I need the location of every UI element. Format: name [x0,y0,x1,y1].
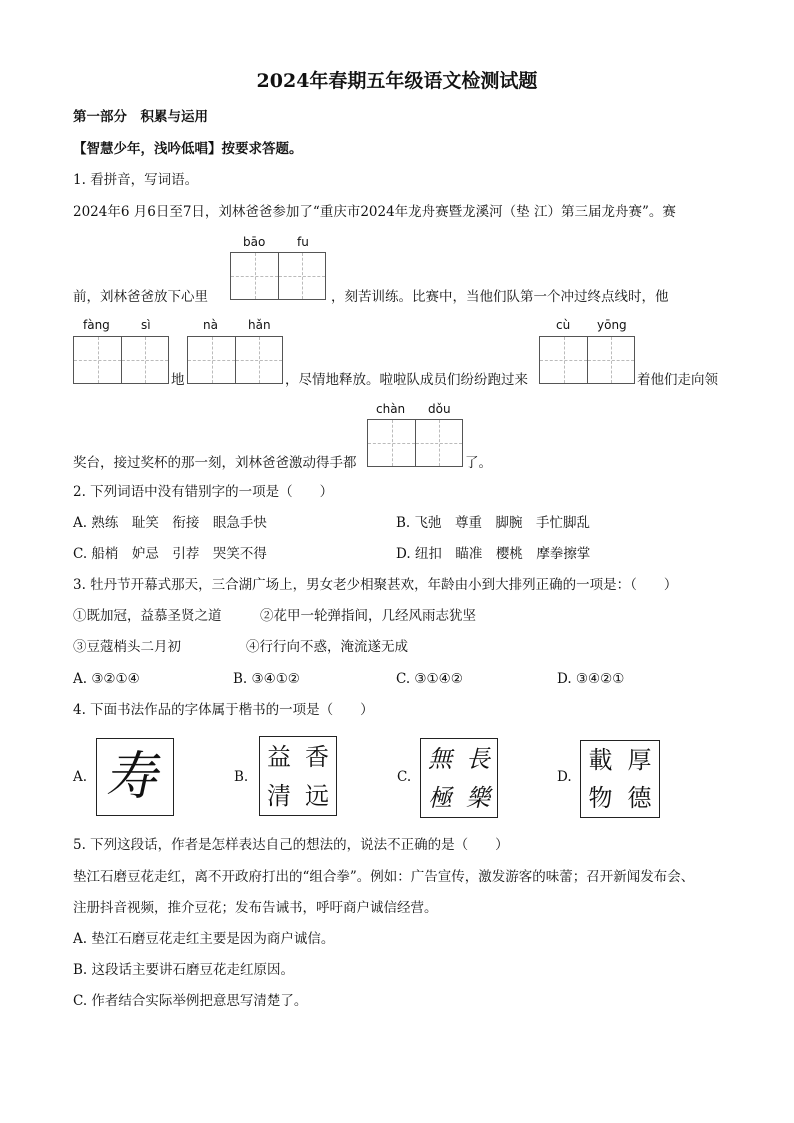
calligraphy-b-image[interactable] [259,736,337,816]
calligraphy-a-image[interactable] [96,738,174,816]
answer-grid-nahan[interactable] [187,336,283,384]
calligraphy-d-char: 厚 [627,746,652,774]
answer-grid-baofu[interactable] [230,252,326,300]
q3-option-c[interactable]: C. ③①④② [396,671,463,687]
pinyin-na: nà [203,318,218,332]
q2-option-b[interactable]: B. 飞弛 尊重 脚腕 手忙脚乱 [396,515,591,531]
q3-item-3: ③豆蔻梢头二月初 [73,639,181,655]
q1-line1: 2024年6 月6日至7日，刘林爸爸参加了“重庆市2024年龙舟赛暨龙溪河（垫 江）第三届龙舟赛”。赛 [73,204,676,220]
pinyin-chan: chàn [376,402,406,416]
pinyin-si: sì [141,318,151,332]
calligraphy-c-char: 極 [428,783,452,812]
calligraphy-b-char: 香 [305,742,329,771]
section-heading: 【智慧少年，浅吟低唱】按要求答题。 [73,141,303,157]
q1-stem: 1. 看拼音，写词语。 [73,172,199,188]
calligraphy-d-char: 德 [627,784,652,812]
pinyin-bao: bāo [243,235,266,249]
page-title: 2024年春期五年级语文检测试题 [256,70,538,92]
q1-line3c: 着他们走向领 [637,372,718,388]
q3-option-a[interactable]: A. ③②①④ [73,671,140,687]
q3-option-b[interactable]: B. ③④①② [233,671,300,687]
q1-line4a: 奖台，接过奖杯的那一刻，刘林爸爸激动得手都 [73,455,357,471]
calligraphy-b-char: 远 [305,781,329,810]
q3-item-4: ④行行向不惑，淹流遂无成 [246,639,408,655]
pinyin-han: hǎn [248,318,271,332]
q1-line3b: ，尽情地释放。啦啦队成员们纷纷跑过来 [285,372,528,388]
q4-label-b[interactable]: B. [234,769,249,785]
grid-cell[interactable] [539,336,587,384]
pinyin-yong: yōng [597,318,627,332]
q5-option-c[interactable]: C. 作者结合实际举例把意思写清楚了。 [73,993,308,1009]
calligraphy-d-image[interactable] [580,740,660,818]
q4-label-c[interactable]: C. [397,769,412,785]
pinyin-fu: fu [297,235,309,249]
q2-option-d[interactable]: D. 纽扣 瞄准 樱桃 摩拳擦掌 [396,546,591,562]
q3-item-1: ①既加冠，益慕圣贤之道 [73,608,222,624]
q2-stem: 2. 下列词语中没有错别字的一项是（ ） [73,484,334,500]
calligraphy-d-char: 物 [588,784,613,812]
calligraphy-b-char: 清 [267,781,291,810]
grid-cell[interactable] [367,419,415,467]
q1-line4b: 了。 [465,455,492,471]
pinyin-cu: cù [556,318,571,332]
answer-grid-chandou[interactable] [367,419,463,467]
q3-item-2: ②花甲一轮弹指间，几经风雨志犹坚 [260,608,476,624]
q3-stem: 3. 牡丹节开幕式那天，三合湖广场上，男女老少相聚甚欢，年龄由小到大排列正确的一项是：（ ） [73,577,678,593]
q1-line2b: ，刻苦训练。比赛中，当他们队第一个冲过终点线时，他 [331,289,669,305]
q4-stem: 4. 下面书法作品的字体属于楷书的一项是（ ） [73,702,374,718]
calligraphy-d-char: 載 [588,746,613,774]
grid-cell[interactable] [121,336,169,384]
q2-option-a[interactable]: A. 熟练 耻笑 衔接 眼急手快 [73,515,267,531]
calligraphy-a-char: 寿 [102,747,168,807]
calligraphy-c-char: 長 [466,744,490,773]
pinyin-fang: fàng [83,318,110,332]
calligraphy-b-char: 益 [267,742,291,771]
grid-cell[interactable] [415,419,463,467]
q1-line2a: 前，刘林爸爸放下心里 [73,289,208,305]
grid-cell[interactable] [278,252,326,300]
q4-label-d[interactable]: D. [557,769,572,785]
calligraphy-c-image[interactable] [420,738,498,818]
q4-label-a[interactable]: A. [73,769,88,785]
answer-grid-fangsi[interactable] [73,336,169,384]
part-heading: 第一部分 积累与运用 [73,109,208,125]
q2-option-c[interactable]: C. 船梢 妒忌 引荐 哭笑不得 [73,546,267,562]
q5-para-1: 垫江石磨豆花走红，离不开政府打出的“组合拳”。例如：广告宣传，激发游客的味蕾；召开新闻发布会、 [73,869,695,885]
grid-cell[interactable] [187,336,235,384]
q1-line3a: 地 [171,372,185,388]
q5-option-b[interactable]: B. 这段话主要讲石磨豆花走红原因。 [73,962,295,978]
q3-option-d[interactable]: D. ③④②① [557,671,625,687]
grid-cell[interactable] [235,336,283,384]
grid-cell[interactable] [230,252,278,300]
pinyin-dou: dǒu [428,402,451,416]
grid-cell[interactable] [587,336,635,384]
grid-cell[interactable] [73,336,121,384]
calligraphy-c-char: 樂 [466,783,490,812]
q5-option-a[interactable]: A. 垫江石磨豆花走红主要是因为商户诚信。 [73,931,335,947]
calligraphy-c-char: 無 [428,744,452,773]
answer-grid-cuyong[interactable] [539,336,635,384]
q5-para-2: 注册抖音视频，推介豆花；发布告诫书，呼吁商户诚信经营。 [73,900,438,916]
q5-stem: 5. 下列这段话，作者是怎样表达自己的想法的，说法不正确的是（ ） [73,837,509,853]
